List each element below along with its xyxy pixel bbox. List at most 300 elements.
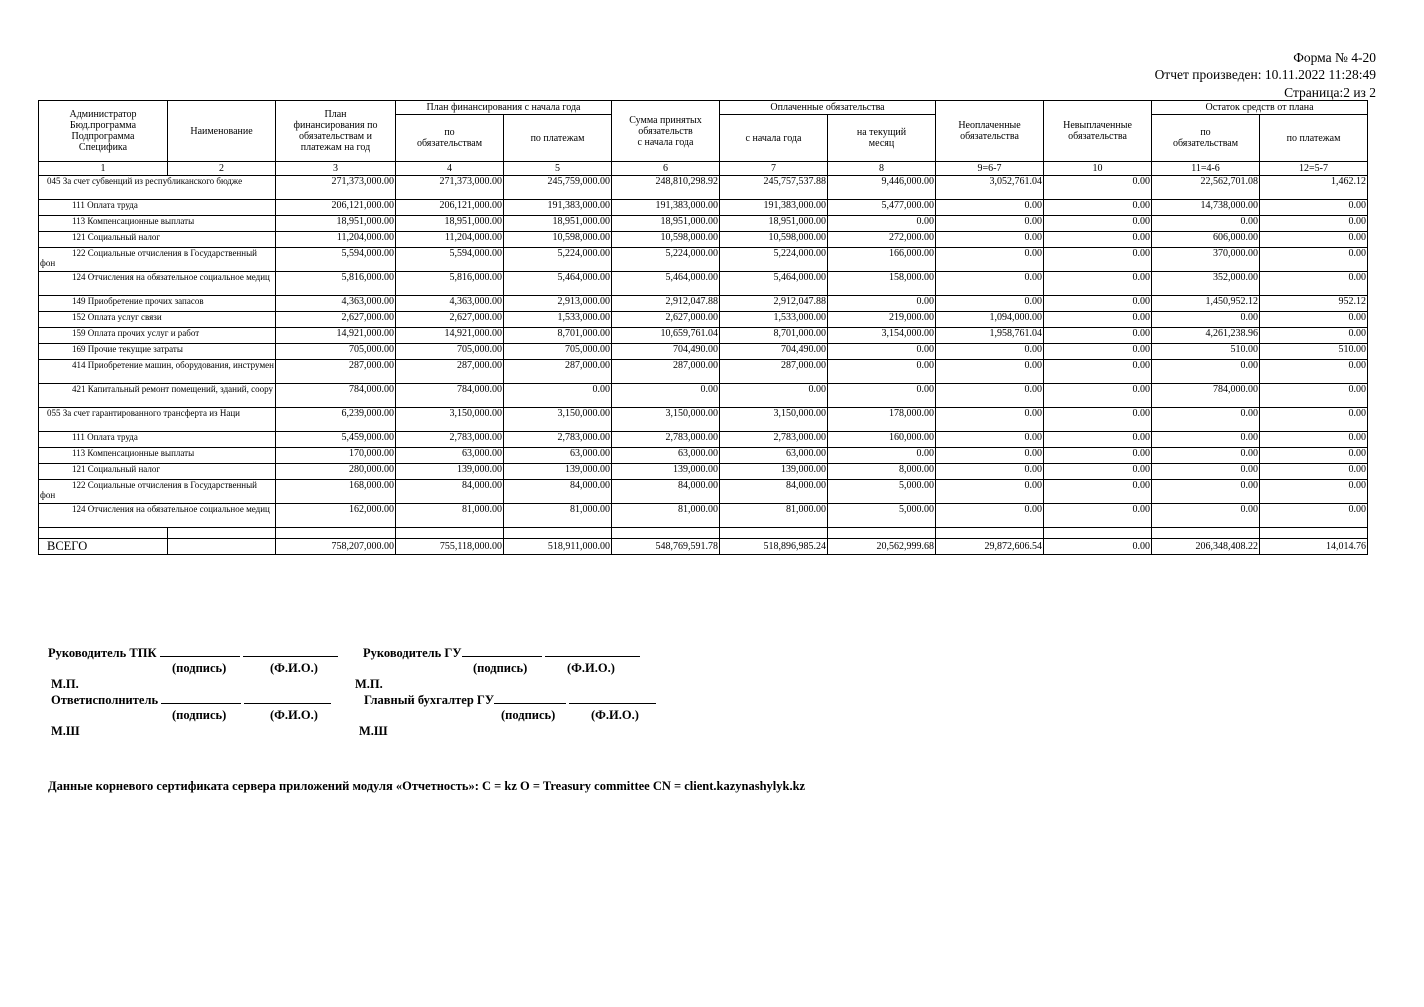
row-name: 152 Оплата услуг связи xyxy=(39,312,276,328)
total-value: 758,207,000.00 xyxy=(276,539,396,555)
row-value: 0.00 xyxy=(1152,504,1260,528)
spacer-row xyxy=(39,528,1368,539)
row-value: 18,951,000.00 xyxy=(276,216,396,232)
row-value: 0.00 xyxy=(936,216,1044,232)
col-rem-payments-header: по платежам xyxy=(1260,115,1368,162)
row-name: 149 Приобретение прочих запасов xyxy=(39,296,276,312)
row-value: 10,598,000.00 xyxy=(720,232,828,248)
row-value: 0.00 xyxy=(828,216,936,232)
row-value: 0.00 xyxy=(1260,480,1368,504)
head-gu-label: Руководитель ГУ xyxy=(363,646,462,660)
empty-cell xyxy=(720,528,828,539)
row-value: 0.00 xyxy=(1044,504,1152,528)
total-value: 14,014.76 xyxy=(1260,539,1368,555)
row-value: 2,912,047.88 xyxy=(612,296,720,312)
row-name: 121 Социальный налог xyxy=(39,232,276,248)
row-value: 18,951,000.00 xyxy=(396,216,504,232)
row-value: 84,000.00 xyxy=(504,480,612,504)
col-plan-from-start-header: План финансирования с начала года xyxy=(396,101,612,115)
row-value: 1,958,761.04 xyxy=(936,328,1044,344)
row-value: 0.00 xyxy=(1044,328,1152,344)
col-unfulfilled-header: Невыплаченные обязательства xyxy=(1044,101,1152,162)
row-value: 9,446,000.00 xyxy=(828,176,936,200)
total-value: 0.00 xyxy=(1044,539,1152,555)
row-value: 81,000.00 xyxy=(396,504,504,528)
row-value: 3,052,761.04 xyxy=(936,176,1044,200)
row-value: 4,363,000.00 xyxy=(396,296,504,312)
row-value: 18,951,000.00 xyxy=(720,216,828,232)
row-value: 0.00 xyxy=(828,384,936,408)
empty-cell xyxy=(828,528,936,539)
total-value: 755,118,000.00 xyxy=(396,539,504,555)
row-value: 206,121,000.00 xyxy=(276,200,396,216)
chief-accountant-line xyxy=(364,692,656,708)
row-value: 63,000.00 xyxy=(396,448,504,464)
row-value: 0.00 xyxy=(504,384,612,408)
row-value: 704,490.00 xyxy=(720,344,828,360)
row-value: 510.00 xyxy=(1152,344,1260,360)
stamp-msh: М.Ш xyxy=(51,724,80,738)
table-row xyxy=(39,296,1368,312)
col-index: 4 xyxy=(396,162,504,176)
row-value: 0.00 xyxy=(1260,216,1368,232)
row-value: 0.00 xyxy=(1260,232,1368,248)
row-value: 370,000.00 xyxy=(1152,248,1260,272)
row-value: 272,000.00 xyxy=(828,232,936,248)
chief-accountant-label: Главный бухгалтер ГУ xyxy=(364,693,495,707)
row-value: 8,701,000.00 xyxy=(720,328,828,344)
row-value: 0.00 xyxy=(1152,464,1260,480)
row-value: 5,224,000.00 xyxy=(504,248,612,272)
col-index: 2 xyxy=(168,162,276,176)
stamp-msh: М.Ш xyxy=(359,724,388,738)
column-index-row xyxy=(39,162,1368,176)
row-value: 191,383,000.00 xyxy=(504,200,612,216)
col-index: 6 xyxy=(612,162,720,176)
row-value: 245,757,537.88 xyxy=(720,176,828,200)
table-row xyxy=(39,248,1368,272)
head-tpk-label: Руководитель ТПК xyxy=(48,646,157,660)
table-row xyxy=(39,384,1368,408)
row-value: 5,459,000.00 xyxy=(276,432,396,448)
row-value: 0.00 xyxy=(1044,232,1152,248)
row-value: 0.00 xyxy=(936,504,1044,528)
row-value: 0.00 xyxy=(936,200,1044,216)
total-row xyxy=(39,539,1368,555)
row-value: 271,373,000.00 xyxy=(276,176,396,200)
signature-blank xyxy=(161,692,241,704)
row-value: 0.00 xyxy=(1044,408,1152,432)
col-rem-obligations-header: по обязательствам xyxy=(1152,115,1260,162)
row-value: 84,000.00 xyxy=(720,480,828,504)
row-value: 191,383,000.00 xyxy=(612,200,720,216)
col-paid-header: Оплаченные обязательства xyxy=(720,101,936,115)
col-index: 1 xyxy=(39,162,168,176)
row-value: 0.00 xyxy=(828,448,936,464)
row-value: 5,477,000.00 xyxy=(828,200,936,216)
empty-cell xyxy=(936,528,1044,539)
row-value: 248,810,298.92 xyxy=(612,176,720,200)
col-remainder-header: Остаток средств от плана xyxy=(1152,101,1368,115)
row-value: 0.00 xyxy=(936,384,1044,408)
row-value: 2,783,000.00 xyxy=(396,432,504,448)
row-value: 3,150,000.00 xyxy=(504,408,612,432)
row-value: 0.00 xyxy=(612,384,720,408)
total-value: 29,872,606.54 xyxy=(936,539,1044,555)
col-index: 11=4-6 xyxy=(1152,162,1260,176)
row-value: 10,659,761.04 xyxy=(612,328,720,344)
row-value: 84,000.00 xyxy=(612,480,720,504)
table-row xyxy=(39,272,1368,296)
row-value: 0.00 xyxy=(1152,432,1260,448)
row-value: 0.00 xyxy=(1152,448,1260,464)
row-value: 5,464,000.00 xyxy=(612,272,720,296)
row-value: 0.00 xyxy=(1044,384,1152,408)
row-name: 169 Прочие текущие затраты xyxy=(39,344,276,360)
row-value: 0.00 xyxy=(828,344,936,360)
row-value: 0.00 xyxy=(1260,504,1368,528)
table-row xyxy=(39,344,1368,360)
row-value: 14,921,000.00 xyxy=(396,328,504,344)
row-value: 0.00 xyxy=(1044,448,1152,464)
row-value: 5,000.00 xyxy=(828,480,936,504)
row-value: 0.00 xyxy=(1260,360,1368,384)
sign-caption: (подпись) xyxy=(172,708,227,722)
col-paid-month-header: на текущий месяц xyxy=(828,115,936,162)
col-by-obligations-header: по обязательствам xyxy=(396,115,504,162)
row-value: 0.00 xyxy=(1044,216,1152,232)
row-value: 2,912,047.88 xyxy=(720,296,828,312)
row-value: 287,000.00 xyxy=(504,360,612,384)
empty-cell xyxy=(168,528,276,539)
stamp-mp: М.П. xyxy=(51,677,79,691)
row-value: 0.00 xyxy=(828,360,936,384)
col-paid-start-header: с начала года xyxy=(720,115,828,162)
row-name: 122 Социальные отчисления в Государственный фон xyxy=(39,248,276,272)
page-number: Страница:2 из 2 xyxy=(1284,85,1376,100)
row-name: 113 Компенсационные выплаты xyxy=(39,216,276,232)
col-index: 8 xyxy=(828,162,936,176)
row-value: 11,204,000.00 xyxy=(396,232,504,248)
row-value: 5,816,000.00 xyxy=(396,272,504,296)
fio-caption: (Ф.И.О.) xyxy=(270,661,318,675)
table-row xyxy=(39,312,1368,328)
row-value: 1,450,952.12 xyxy=(1152,296,1260,312)
total-value: 20,562,999.68 xyxy=(828,539,936,555)
total-value: 518,896,985.24 xyxy=(720,539,828,555)
signature-blank xyxy=(160,645,240,657)
empty-cell xyxy=(1260,528,1368,539)
row-value: 287,000.00 xyxy=(720,360,828,384)
sign-caption: (подпись) xyxy=(172,661,227,675)
row-value: 952.12 xyxy=(1260,296,1368,312)
table-row xyxy=(39,504,1368,528)
row-name: 124 Отчисления на обязательное социальное медиц xyxy=(39,504,276,528)
col-index: 10 xyxy=(1044,162,1152,176)
row-value: 0.00 xyxy=(1044,312,1152,328)
row-value: 0.00 xyxy=(1044,176,1152,200)
row-value: 139,000.00 xyxy=(396,464,504,480)
col-plan-header: План финансирования по обязательствам и платежам на год xyxy=(276,101,396,162)
row-value: 2,783,000.00 xyxy=(612,432,720,448)
row-value: 139,000.00 xyxy=(504,464,612,480)
row-value: 14,738,000.00 xyxy=(1152,200,1260,216)
row-value: 0.00 xyxy=(1152,360,1260,384)
table-row xyxy=(39,216,1368,232)
row-value: 63,000.00 xyxy=(612,448,720,464)
table-row xyxy=(39,480,1368,504)
report-generated: Отчет произведен: 10.11.2022 11:28:49 xyxy=(1154,67,1376,82)
row-value: 0.00 xyxy=(1152,480,1260,504)
row-value: 0.00 xyxy=(936,464,1044,480)
row-value: 0.00 xyxy=(1044,344,1152,360)
row-value: 0.00 xyxy=(720,384,828,408)
row-value: 0.00 xyxy=(1152,216,1260,232)
form-number: Форма № 4-20 xyxy=(1293,50,1376,65)
fio-caption: (Ф.И.О.) xyxy=(591,708,639,722)
row-name: 414 Приобретение машин, оборудования, инструмен xyxy=(39,360,276,384)
row-value: 139,000.00 xyxy=(612,464,720,480)
fio-blank xyxy=(244,692,331,704)
row-value: 784,000.00 xyxy=(1152,384,1260,408)
row-value: 705,000.00 xyxy=(396,344,504,360)
fio-caption: (Ф.И.О.) xyxy=(270,708,318,722)
performer-line xyxy=(51,692,331,708)
fio-blank xyxy=(545,645,640,657)
row-value: 81,000.00 xyxy=(504,504,612,528)
row-value: 0.00 xyxy=(1260,464,1368,480)
row-value: 705,000.00 xyxy=(504,344,612,360)
row-value: 784,000.00 xyxy=(396,384,504,408)
sign-caption: (подпись) xyxy=(501,708,556,722)
row-value: 0.00 xyxy=(936,344,1044,360)
row-value: 81,000.00 xyxy=(720,504,828,528)
row-value: 0.00 xyxy=(1260,448,1368,464)
row-value: 0.00 xyxy=(936,232,1044,248)
row-value: 0.00 xyxy=(1260,328,1368,344)
row-value: 81,000.00 xyxy=(612,504,720,528)
row-value: 0.00 xyxy=(1260,312,1368,328)
row-value: 10,598,000.00 xyxy=(504,232,612,248)
row-value: 191,383,000.00 xyxy=(720,200,828,216)
row-value: 0.00 xyxy=(1260,200,1368,216)
empty-cell xyxy=(1044,528,1152,539)
row-value: 5,594,000.00 xyxy=(276,248,396,272)
row-value: 2,783,000.00 xyxy=(504,432,612,448)
row-value: 606,000.00 xyxy=(1152,232,1260,248)
row-value: 2,783,000.00 xyxy=(720,432,828,448)
row-value: 63,000.00 xyxy=(504,448,612,464)
row-value: 4,363,000.00 xyxy=(276,296,396,312)
row-value: 287,000.00 xyxy=(276,360,396,384)
total-value: 518,911,000.00 xyxy=(504,539,612,555)
stamp-mp: М.П. xyxy=(355,677,383,691)
row-value: 0.00 xyxy=(1152,408,1260,432)
row-value: 160,000.00 xyxy=(828,432,936,448)
row-value: 0.00 xyxy=(936,432,1044,448)
report-table xyxy=(38,100,1368,555)
row-value: 63,000.00 xyxy=(720,448,828,464)
row-name: 124 Отчисления на обязательное социальное медиц xyxy=(39,272,276,296)
row-value: 206,121,000.00 xyxy=(396,200,504,216)
row-value: 178,000.00 xyxy=(828,408,936,432)
row-value: 8,701,000.00 xyxy=(504,328,612,344)
row-name: 421 Капитальный ремонт помещений, зданий, соору xyxy=(39,384,276,408)
header-row-1 xyxy=(39,101,1368,115)
row-value: 8,000.00 xyxy=(828,464,936,480)
row-value: 3,150,000.00 xyxy=(720,408,828,432)
row-value: 158,000.00 xyxy=(828,272,936,296)
table-row xyxy=(39,432,1368,448)
row-value: 18,951,000.00 xyxy=(612,216,720,232)
fio-caption: (Ф.И.О.) xyxy=(567,661,615,675)
performer-label: Ответисполнитель xyxy=(51,693,159,707)
row-value: 4,261,238.96 xyxy=(1152,328,1260,344)
table-row xyxy=(39,328,1368,344)
row-value: 0.00 xyxy=(1260,248,1368,272)
row-value: 3,150,000.00 xyxy=(396,408,504,432)
col-index: 5 xyxy=(504,162,612,176)
row-value: 0.00 xyxy=(936,408,1044,432)
row-value: 271,373,000.00 xyxy=(396,176,504,200)
row-value: 168,000.00 xyxy=(276,480,396,504)
table-row xyxy=(39,200,1368,216)
table-row xyxy=(39,360,1368,384)
row-value: 704,490.00 xyxy=(612,344,720,360)
row-value: 0.00 xyxy=(1044,432,1152,448)
row-name: 055 За счет гарантированного трансферта из Наци xyxy=(39,408,276,432)
row-value: 0.00 xyxy=(936,248,1044,272)
col-admin-header: Администратор Бюд.программа Подпрограмма Специфика xyxy=(39,101,168,162)
row-value: 2,627,000.00 xyxy=(612,312,720,328)
empty-cell xyxy=(504,528,612,539)
row-value: 5,816,000.00 xyxy=(276,272,396,296)
signature-blank xyxy=(494,692,566,704)
row-value: 287,000.00 xyxy=(612,360,720,384)
row-value: 5,594,000.00 xyxy=(396,248,504,272)
row-value: 705,000.00 xyxy=(276,344,396,360)
row-value: 1,533,000.00 xyxy=(504,312,612,328)
row-value: 0.00 xyxy=(1044,296,1152,312)
total-value: 548,769,591.78 xyxy=(612,539,720,555)
row-value: 84,000.00 xyxy=(396,480,504,504)
total-label: ВСЕГО xyxy=(39,539,168,555)
empty-cell xyxy=(612,528,720,539)
row-value: 0.00 xyxy=(1044,464,1152,480)
row-value: 2,627,000.00 xyxy=(276,312,396,328)
row-name: 113 Компенсационные выплаты xyxy=(39,448,276,464)
col-name-header: Наименование xyxy=(168,101,276,162)
row-value: 18,951,000.00 xyxy=(504,216,612,232)
row-value: 14,921,000.00 xyxy=(276,328,396,344)
table-row xyxy=(39,464,1368,480)
row-value: 0.00 xyxy=(1044,248,1152,272)
row-value: 6,239,000.00 xyxy=(276,408,396,432)
row-value: 5,000.00 xyxy=(828,504,936,528)
table-row xyxy=(39,448,1368,464)
row-value: 1,462.12 xyxy=(1260,176,1368,200)
row-value: 3,150,000.00 xyxy=(612,408,720,432)
table-row xyxy=(39,408,1368,432)
row-value: 11,204,000.00 xyxy=(276,232,396,248)
row-name: 122 Социальные отчисления в Государственный фон xyxy=(39,480,276,504)
row-value: 10,598,000.00 xyxy=(612,232,720,248)
sign-caption: (подпись) xyxy=(473,661,528,675)
row-name: 111 Оплата труда xyxy=(39,200,276,216)
row-value: 784,000.00 xyxy=(276,384,396,408)
row-name: 159 Оплата прочих услуг и работ xyxy=(39,328,276,344)
row-value: 219,000.00 xyxy=(828,312,936,328)
col-unpaid-header: Неоплаченные обязательства xyxy=(936,101,1044,162)
fio-blank xyxy=(243,645,338,657)
row-value: 510.00 xyxy=(1260,344,1368,360)
empty-cell xyxy=(1152,528,1260,539)
row-value: 2,913,000.00 xyxy=(504,296,612,312)
row-value: 0.00 xyxy=(1044,200,1152,216)
empty-cell xyxy=(396,528,504,539)
empty-cell xyxy=(276,528,396,539)
row-value: 22,562,701.08 xyxy=(1152,176,1260,200)
row-value: 0.00 xyxy=(1044,360,1152,384)
row-value: 0.00 xyxy=(1152,312,1260,328)
row-value: 0.00 xyxy=(936,272,1044,296)
col-index: 7 xyxy=(720,162,828,176)
col-index: 12=5-7 xyxy=(1260,162,1368,176)
signature-blank xyxy=(462,645,542,657)
row-value: 5,464,000.00 xyxy=(504,272,612,296)
row-value: 3,154,000.00 xyxy=(828,328,936,344)
row-value: 280,000.00 xyxy=(276,464,396,480)
col-index: 3 xyxy=(276,162,396,176)
row-value: 0.00 xyxy=(936,448,1044,464)
empty-cell xyxy=(168,539,276,555)
row-value: 0.00 xyxy=(1260,432,1368,448)
row-value: 0.00 xyxy=(1044,480,1152,504)
row-value: 5,464,000.00 xyxy=(720,272,828,296)
row-value: 170,000.00 xyxy=(276,448,396,464)
row-value: 2,627,000.00 xyxy=(396,312,504,328)
row-name: 045 За счет субвенций из республиканского бюджe xyxy=(39,176,276,200)
certificate-footer: Данные корневого сертификата сервера приложений модуля «Отчетность»: C = kz O = Treasury committee CN = client.kazynashylyk.kz xyxy=(48,779,806,793)
col-accepted-header: Сумма принятых обязательств с начала года xyxy=(612,101,720,162)
fio-blank xyxy=(569,692,656,704)
row-value: 162,000.00 xyxy=(276,504,396,528)
row-value: 0.00 xyxy=(1260,384,1368,408)
row-value: 5,224,000.00 xyxy=(720,248,828,272)
row-value: 0.00 xyxy=(936,296,1044,312)
row-value: 0.00 xyxy=(1260,272,1368,296)
table-row xyxy=(39,232,1368,248)
row-value: 0.00 xyxy=(828,296,936,312)
row-value: 1,533,000.00 xyxy=(720,312,828,328)
row-value: 352,000.00 xyxy=(1152,272,1260,296)
total-value: 206,348,408.22 xyxy=(1152,539,1260,555)
row-value: 166,000.00 xyxy=(828,248,936,272)
row-value: 287,000.00 xyxy=(396,360,504,384)
row-name: 121 Социальный налог xyxy=(39,464,276,480)
head-tpk-line xyxy=(48,645,338,661)
head-gu-line xyxy=(363,645,640,661)
row-value: 5,224,000.00 xyxy=(612,248,720,272)
row-value: 139,000.00 xyxy=(720,464,828,480)
row-value: 245,759,000.00 xyxy=(504,176,612,200)
row-value: 0.00 xyxy=(936,480,1044,504)
row-value: 0.00 xyxy=(936,360,1044,384)
row-value: 1,094,000.00 xyxy=(936,312,1044,328)
empty-cell xyxy=(39,528,168,539)
col-index: 9=6-7 xyxy=(936,162,1044,176)
row-value: 0.00 xyxy=(1260,408,1368,432)
